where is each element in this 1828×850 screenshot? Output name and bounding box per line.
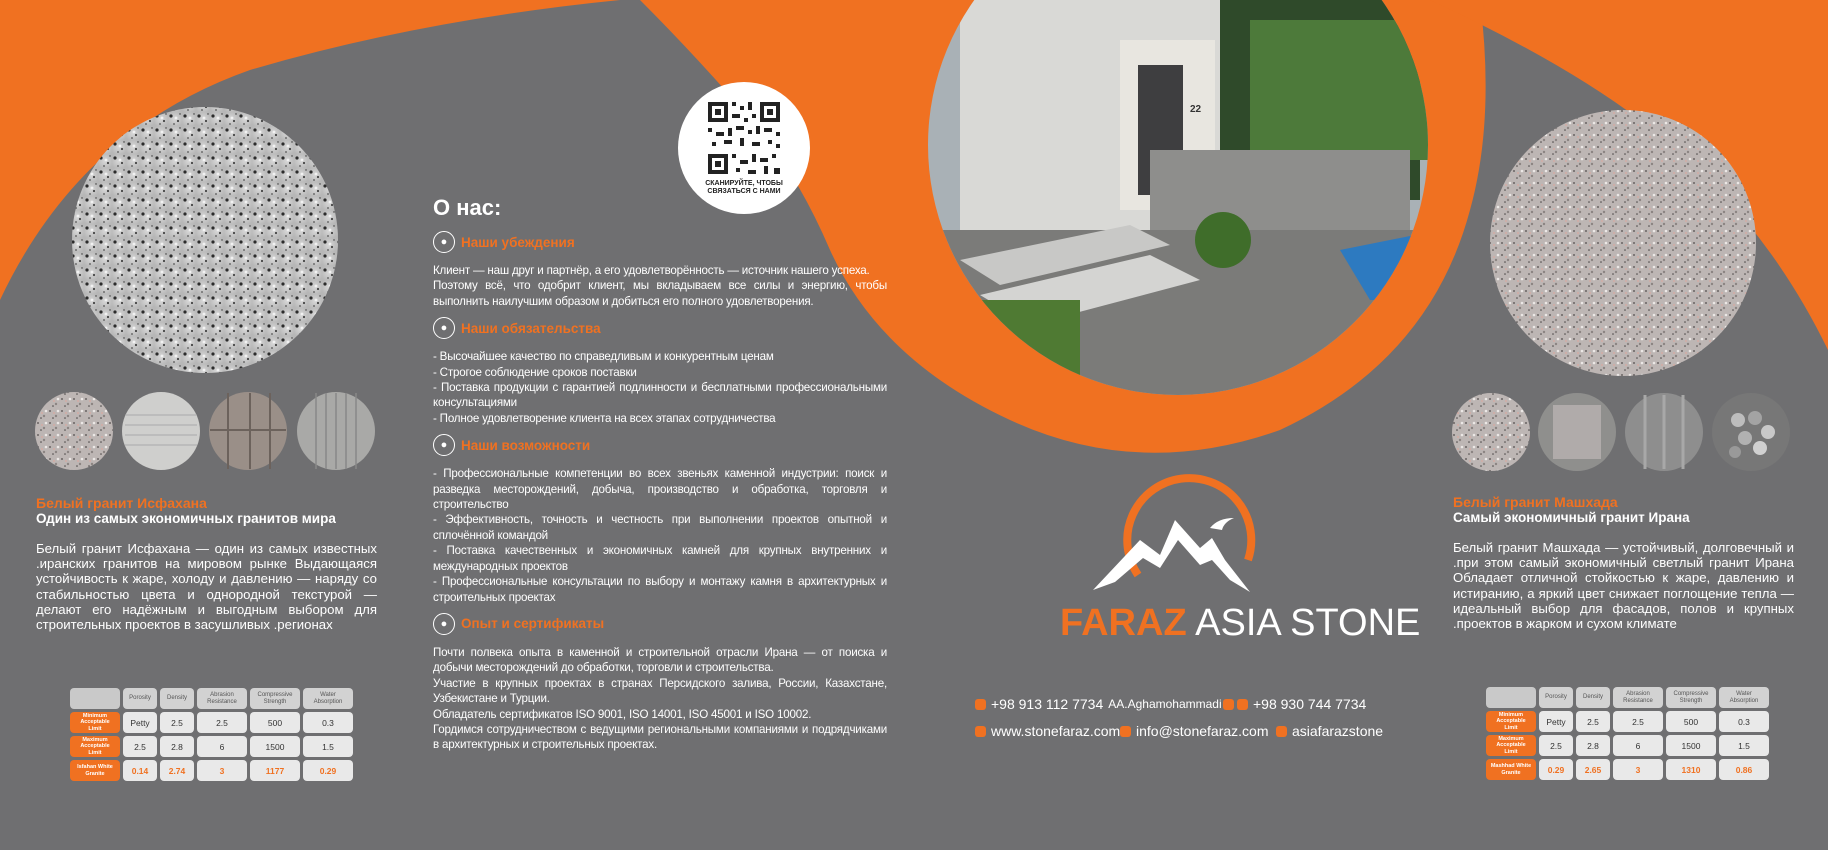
email-text: info@stonefaraz.com bbox=[1136, 723, 1269, 739]
about-line: - Профессиональные компетенции во всех звеньях каменной индустрии: поиск и разведка месторождений, добыча, производство и обработка, торговля и строительство bbox=[433, 467, 887, 512]
about-heading bbox=[433, 231, 887, 253]
table-cell: 0.3 bbox=[1719, 711, 1769, 732]
website-text: www.stonefaraz.com bbox=[991, 723, 1121, 739]
table-cell: 1310 bbox=[1666, 759, 1716, 780]
table-cell: 0.29 bbox=[1539, 759, 1573, 780]
left-product-description: Белый гранит Исфахана — один из самых известных .иранских гранитов на мировом рынке Выдающаяся устойчивость к жаре, холоду и давлению — наряду со стабильностью цвета и однородной текстурой — делают его надёжным и выгодным выбором для строительных проектов в засушливых .регионах bbox=[36, 541, 377, 633]
about-line: - Высочайшее качество по справедливым и конкурентным ценам bbox=[433, 350, 774, 364]
whatsapp-icon bbox=[1223, 699, 1234, 710]
table-cell: 1.5 bbox=[1719, 735, 1769, 756]
brand-name-part2: ASIA STONE bbox=[1195, 602, 1421, 644]
table-cell: 2.5 bbox=[1539, 735, 1573, 756]
mail-icon bbox=[1120, 726, 1131, 737]
about-heading-text: Наши обязательства bbox=[461, 320, 601, 336]
about-section bbox=[433, 195, 887, 761]
table-cell: Petty bbox=[123, 712, 157, 733]
about-heading bbox=[433, 317, 887, 339]
about-heading-text: Наши убеждения bbox=[461, 234, 575, 250]
table-cell: 2.5 bbox=[1576, 711, 1610, 732]
table-cell: Petty bbox=[1539, 711, 1573, 732]
left-spec-table bbox=[67, 685, 356, 784]
table-cell: 500 bbox=[250, 712, 300, 733]
about-line: - Эффективность, точность и честность при выполнении проектов опытной и сплочённой командой bbox=[433, 513, 887, 542]
about-line: - Полное удовлетворение клиента на всех этапах сотрудничества bbox=[433, 411, 776, 425]
left-product-name: Белый гранит Исфахана bbox=[36, 495, 207, 511]
instagram-text: asiafarazstone bbox=[1292, 723, 1384, 739]
right-product-name: Белый гранит Машхада bbox=[1453, 494, 1618, 510]
table-cell: 2.74 bbox=[160, 760, 194, 781]
about-line: Участие в крупных проектах в странах Персидского залива, России, Казахстане, Узбекистане и Турции. bbox=[433, 676, 887, 706]
logo-mountain-icon bbox=[1093, 478, 1251, 592]
hand-heart-icon: ● bbox=[433, 231, 455, 253]
table-cell: 2.5 bbox=[197, 712, 247, 733]
table-row bbox=[1486, 711, 1769, 732]
table-header: Abrasion Resistance bbox=[1613, 687, 1663, 708]
gear-icon: ● bbox=[433, 434, 455, 456]
certificate-icon: ● bbox=[433, 613, 455, 635]
table-corner bbox=[70, 688, 120, 709]
row-label: Maximum Acceptable Limit bbox=[70, 736, 120, 757]
telegram-icon bbox=[1237, 699, 1248, 710]
table-row bbox=[1486, 735, 1769, 756]
table-cell: 1500 bbox=[1666, 735, 1716, 756]
brand-name bbox=[1060, 603, 1420, 643]
phone-2-text: +98 930 744 7734 bbox=[1253, 696, 1367, 712]
table-cell: 0.14 bbox=[123, 760, 157, 781]
row-label: Minimum Acceptable Limit bbox=[70, 712, 120, 733]
about-block bbox=[433, 434, 887, 605]
right-product-tagline: Самый экономичный гранит Ирана bbox=[1453, 510, 1690, 525]
handshake-icon: ● bbox=[433, 317, 455, 339]
table-header: Porosity bbox=[1539, 687, 1573, 708]
about-block bbox=[433, 317, 887, 426]
table-header: Density bbox=[160, 688, 194, 709]
globe-icon bbox=[975, 726, 986, 737]
row-label: Minimum Acceptable Limit bbox=[1486, 711, 1536, 732]
about-line: - Строгое соблюдение сроков поставки bbox=[433, 365, 637, 379]
row-label: Isfahan White Granite bbox=[70, 760, 120, 781]
table-cell: 2.5 bbox=[160, 712, 194, 733]
about-block bbox=[433, 613, 887, 753]
table-cell: 1177 bbox=[250, 760, 300, 781]
about-heading-text: Наши возможности bbox=[461, 437, 591, 453]
table-cell: 2.5 bbox=[123, 736, 157, 757]
qr-code[interactable] bbox=[705, 98, 783, 178]
table-row bbox=[70, 736, 353, 757]
about-line: Обладатель сертификатов ISO 9001, ISO 14001, ISO 45001 и ISO 10002. bbox=[433, 707, 812, 721]
table-cell: 0.3 bbox=[303, 712, 353, 733]
table-cell: 3 bbox=[197, 760, 247, 781]
website-link[interactable] bbox=[975, 723, 1120, 739]
about-line: - Поставка качественных и экономичных камней для крупных внутренних и международных проектов bbox=[433, 544, 887, 573]
phone-icon bbox=[975, 699, 986, 710]
right-product-description: Белый гранит Машхада — устойчивый, долговечный и .при этом самый экономичный светлый гранит Ирана Обладает отличной стойкостью к жаре, давлению и истиранию, а яркий цвет снижает поглощение тепла — идеальный выбор для фасадов, полов и крупных .проектов в жарком и сухом климате bbox=[1453, 540, 1794, 632]
table-header: Water Absorption bbox=[1719, 687, 1769, 708]
about-heading-text: Опыт и сертификаты bbox=[461, 616, 605, 632]
right-spec-table bbox=[1483, 684, 1772, 783]
instagram-icon bbox=[1276, 726, 1287, 737]
table-header: Abrasion Resistance bbox=[197, 688, 247, 709]
table-cell: 0.86 bbox=[1719, 759, 1769, 780]
about-line: Гордимся сотрудничеством с ведущими региональными компаниями и подрядчиками в архитектурных и строительных проектах. bbox=[433, 722, 887, 752]
table-header: Porosity bbox=[123, 688, 157, 709]
row-label: Maximum Acceptable Limit bbox=[1486, 735, 1536, 756]
contact-person: AA.Aghamohammadi bbox=[1108, 697, 1222, 711]
table-cell: 1500 bbox=[250, 736, 300, 757]
table-row bbox=[1486, 759, 1769, 780]
table-cell: 6 bbox=[1613, 735, 1663, 756]
about-line: - Профессиональные консультации по выбору и монтажу камня в архитектурных и строительных проектах bbox=[433, 575, 887, 604]
phone-1-text: +98 913 112 7734 bbox=[991, 696, 1104, 712]
about-heading bbox=[433, 434, 887, 456]
about-heading bbox=[433, 613, 887, 635]
table-cell: 2.8 bbox=[160, 736, 194, 757]
table-cell: 6 bbox=[197, 736, 247, 757]
instagram-link[interactable] bbox=[1276, 723, 1383, 739]
qr-caption: СКАНИРУЙТЕ, ЧТОБЫ СВЯЗАТЬСЯ С НАМИ bbox=[705, 180, 783, 195]
brand-name-part1: FARAZ bbox=[1060, 602, 1187, 644]
table-corner bbox=[1486, 687, 1536, 708]
table-header: Compressive Strength bbox=[250, 688, 300, 709]
phone-1[interactable] bbox=[975, 696, 1222, 712]
phone-2[interactable] bbox=[1223, 696, 1366, 712]
table-header: Density bbox=[1576, 687, 1610, 708]
table-cell: 3 bbox=[1613, 759, 1663, 780]
about-line: Клиент — наш друг и партнёр, а его удовлетворённость — источник нашего успеха. bbox=[433, 264, 870, 277]
about-line: Почти полвека опыта в каменной и строительной отрасли Ирана — от поиска и добычи месторождений до обработки, торговли и строительства. bbox=[433, 645, 887, 675]
row-label: Mashhad White Granite bbox=[1486, 759, 1536, 780]
table-cell: 0.29 bbox=[303, 760, 353, 781]
about-title: О нас: bbox=[433, 195, 502, 220]
table-cell: 500 bbox=[1666, 711, 1716, 732]
email-link[interactable] bbox=[1120, 723, 1269, 739]
table-header: Water Absorption bbox=[303, 688, 353, 709]
table-cell: 2.8 bbox=[1576, 735, 1610, 756]
table-header: Compressive Strength bbox=[1666, 687, 1716, 708]
table-cell: 2.65 bbox=[1576, 759, 1610, 780]
about-block bbox=[433, 231, 887, 309]
table-cell: 1.5 bbox=[303, 736, 353, 757]
about-line: Поэтому всё, что одобрит клиент, мы вкладываем все силы и энергию, чтобы выполнить наилучшим образом и добиться его полного удовлетворения. bbox=[433, 279, 887, 308]
table-cell: 2.5 bbox=[1613, 711, 1663, 732]
table-row bbox=[70, 712, 353, 733]
about-line: - Поставка продукции с гарантией подлинности и бесплатными профессиональными консультациями bbox=[433, 381, 887, 410]
house-number: 22 bbox=[1190, 104, 1202, 115]
left-product-tagline: Один из самых экономичных гранитов мира bbox=[36, 511, 336, 526]
table-row bbox=[70, 760, 353, 781]
